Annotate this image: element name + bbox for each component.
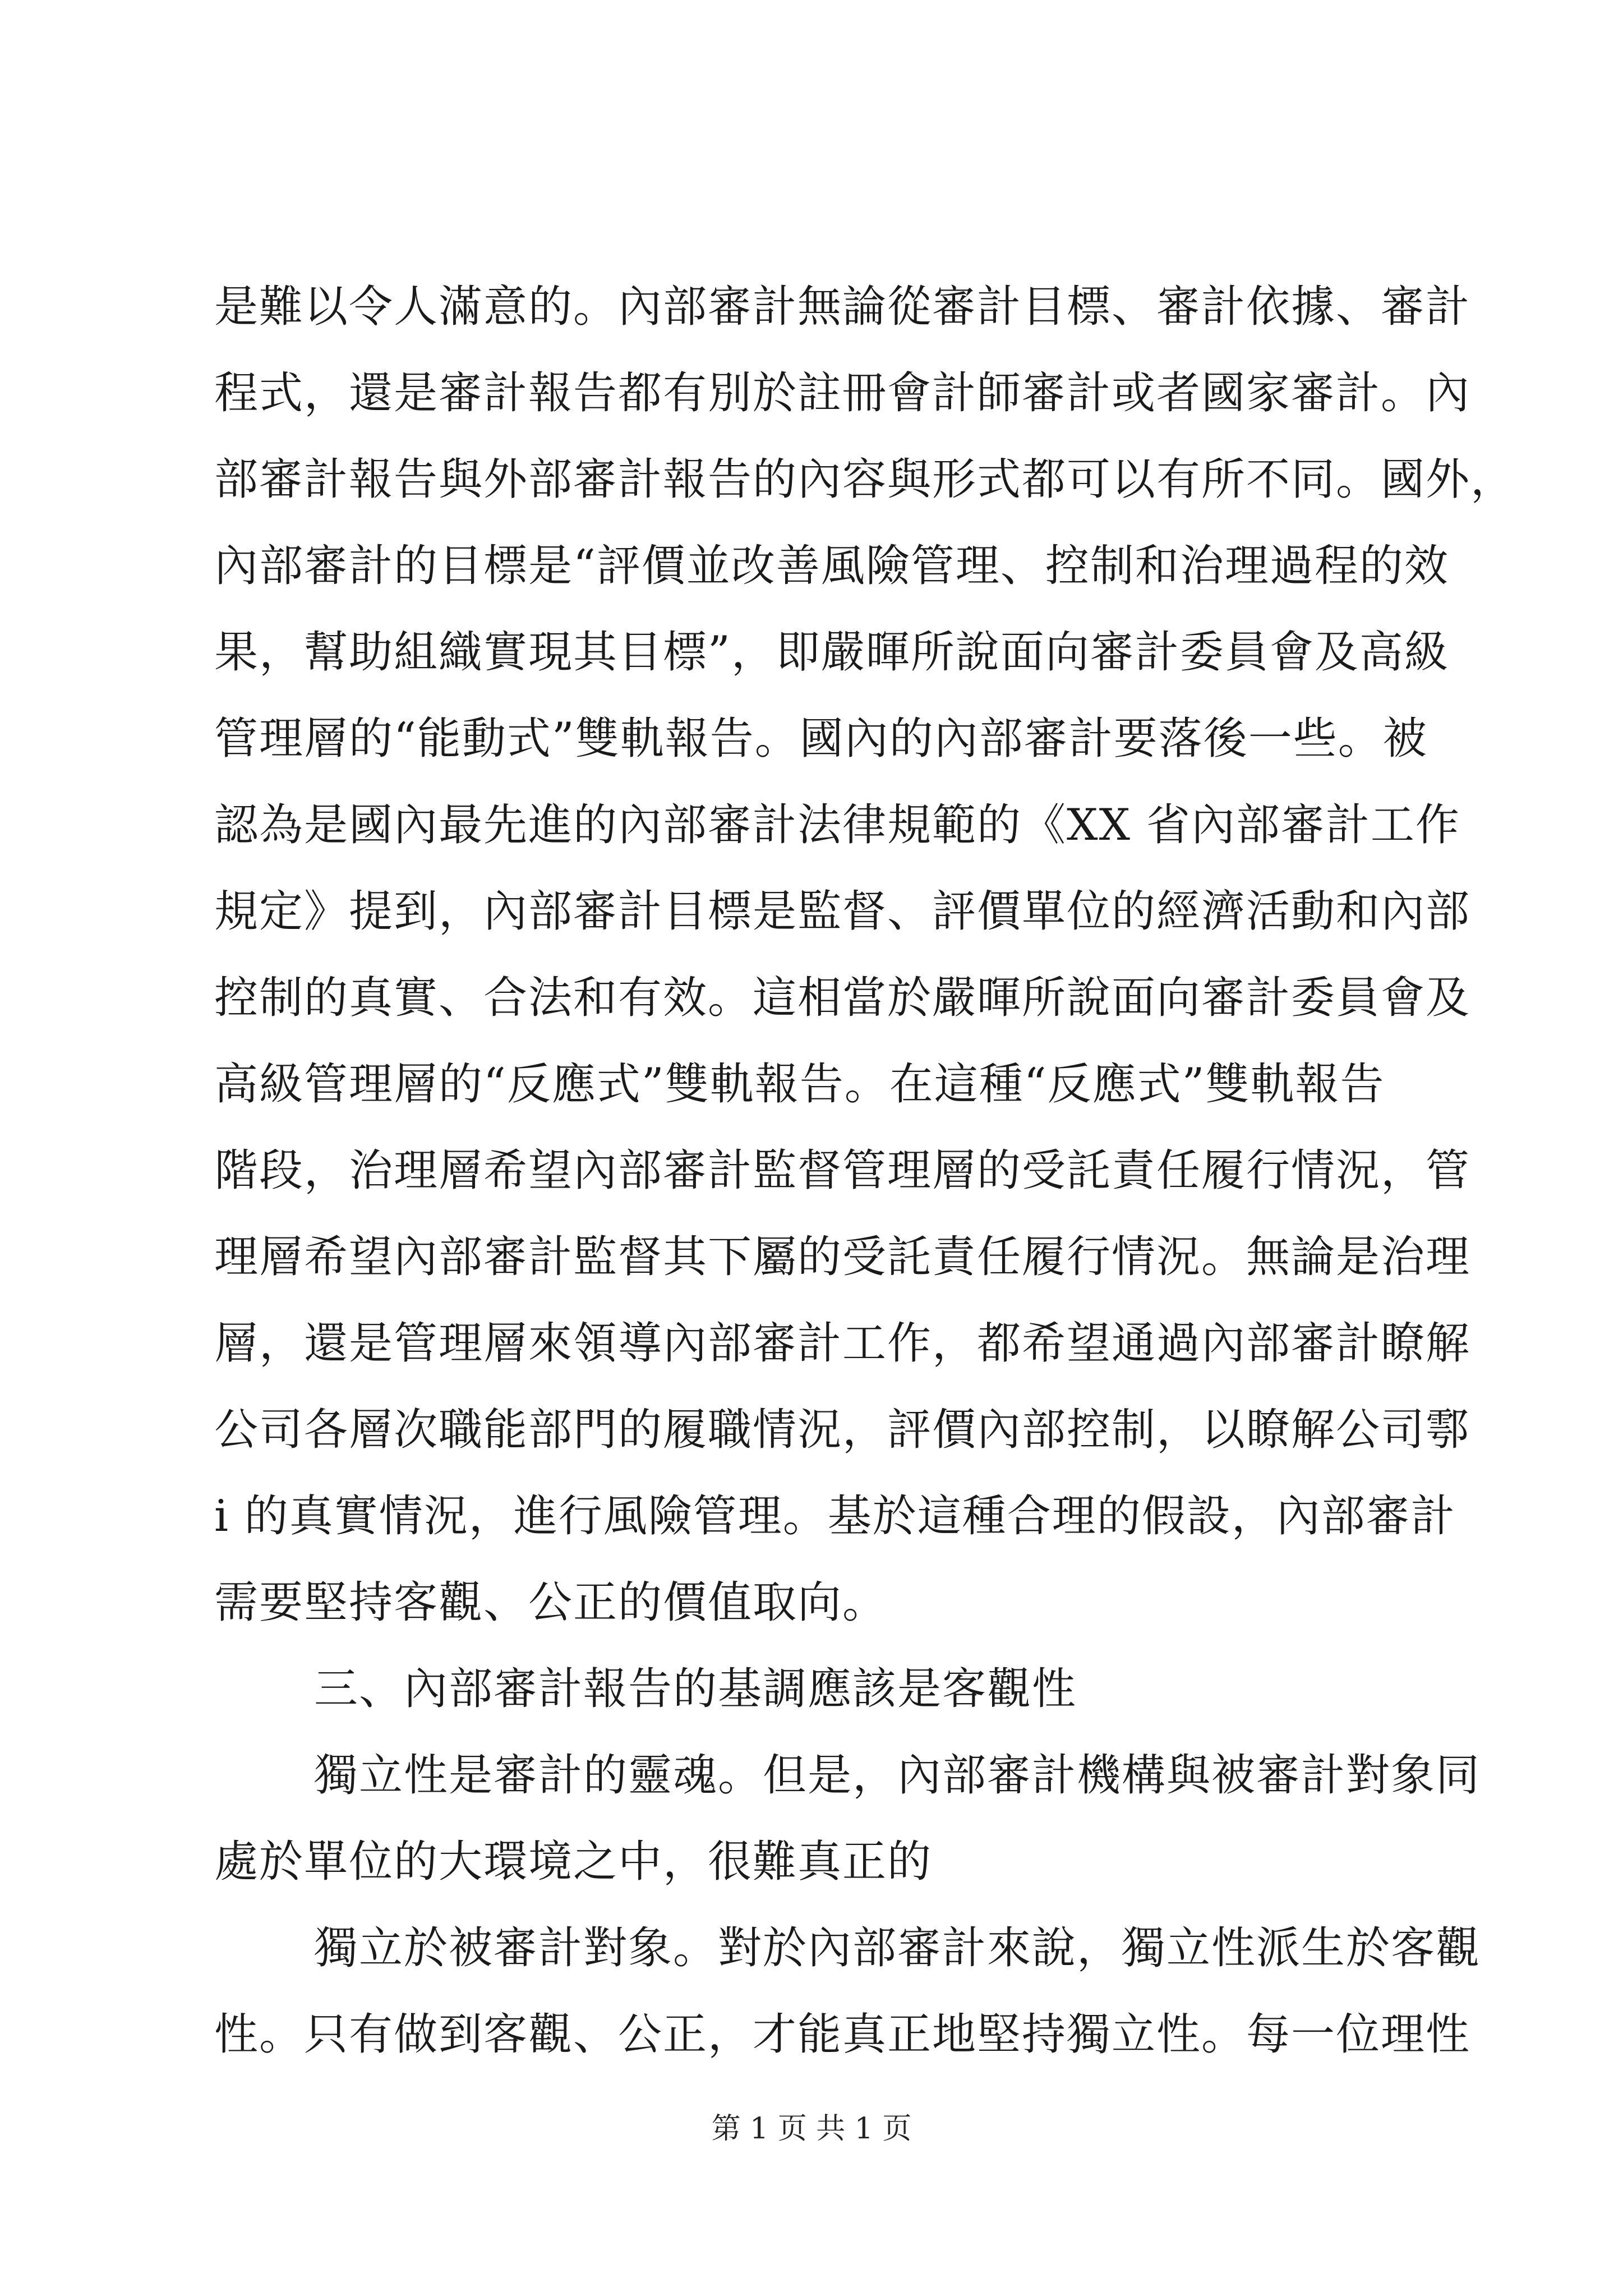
text-line: 果，幫助組織實現其目標”，即嚴暉所說面向審計委員會及高級 [214, 627, 1449, 678]
body-text [214, 264, 1516, 2078]
section-heading: 三、內部審計報告的基調應該是客觀性 [314, 1664, 1077, 1714]
text-line: 處於單位的大環境之中，很難真正的 [214, 1837, 933, 1887]
page-footer: 第 1 页 共 1 页 [711, 2112, 912, 2146]
text-line: 層，還是管理層來領導內部審計工作，都希望通過內部審計瞭解 [214, 1318, 1471, 1369]
text-line: 部審計報告與外部審計報告的內容與形式都可以有所不同。國外， [214, 454, 1516, 505]
text-line: i 的真實情況，進行風險管理。基於這種合理的假設，內部審計 [214, 1491, 1456, 1542]
text-line: 性。只有做到客觀、公正，才能真正地堅持獨立性。每一位理性 [214, 2009, 1471, 2060]
text-line: 階段，治理層希望內部審計監督管理層的受託責任履行情況，管 [214, 1145, 1471, 1196]
text-line: 高級管理層的“反應式”雙軌報告。在這種“反應式”雙軌報告 [214, 1059, 1385, 1110]
text-line: 認為是國內最先進的內部審計法律規範的《XX 省內部審計工作 [214, 800, 1460, 850]
text-line: 內部審計的目標是“評價並改善風險管理、控制和治理過程的效 [214, 541, 1449, 591]
text-line: 獨立於被審計對象。對於內部審計來說，獨立性派生於客觀 [314, 1923, 1481, 1973]
text-line: 規定》提到，內部審計目標是監督、評價單位的經濟活動和內部 [214, 886, 1471, 937]
text-line: 公司各層次職能部門的履職情況，評價內部控制，以瞭解公司鄠 [214, 1405, 1471, 1455]
text-line: 是難以令人滿意的。內部審計無論從審計目標、審計依據、審計 [214, 282, 1471, 332]
text-line: 控制的真實、合法和有效。這相當於嚴暉所說面向審計委員會及 [214, 973, 1471, 1023]
text-line: 程式，還是審計報告都有別於註冊會計師審計或者國家審計。內 [214, 368, 1471, 418]
text-line: 獨立性是審計的靈魂。但是，內部審計機構與被審計對象同 [314, 1750, 1481, 1801]
text-line: 需要堅持客觀、公正的價值取向。 [214, 1577, 888, 1628]
text-line: 管理層的“能動式”雙軌報告。國內的內部審計要落後一些。被 [214, 714, 1428, 764]
text-line: 理層希望內部審計監督其下屬的受託責任履行情況。無論是治理 [214, 1232, 1471, 1282]
